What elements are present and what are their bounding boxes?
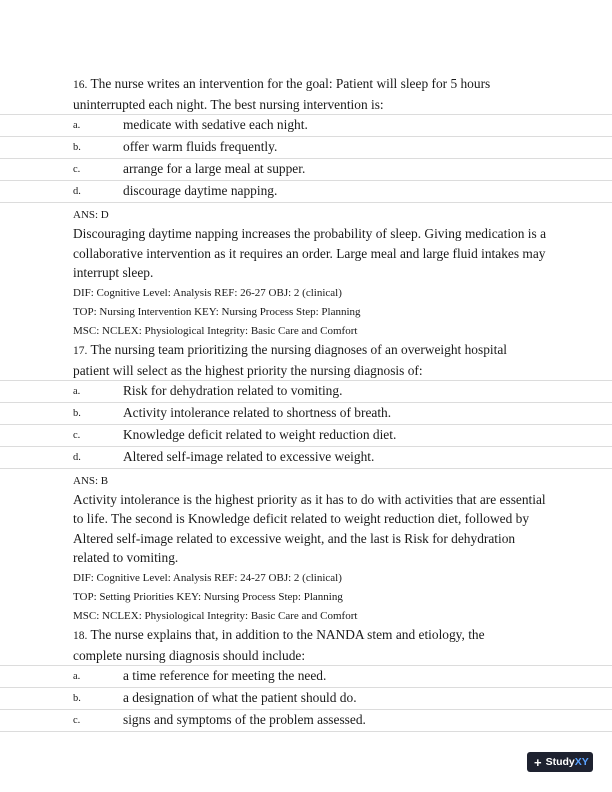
option-letter: a. [73, 385, 81, 397]
plus-icon: + [534, 754, 542, 770]
option-letter: a. [73, 120, 81, 131]
option-row [0, 402, 612, 424]
logo-text-prefix: Study [545, 756, 575, 768]
option-text: Activity intolerance related to shortness of breath. [123, 404, 392, 420]
option-text: offer warm fluids frequently. [123, 139, 278, 154]
difficulty-meta: DIF: Cognitive Level: Analysis REF: 26-27 OBJ: 2 (clinical) [73, 286, 342, 299]
question-number: 16. [73, 79, 88, 91]
difficulty-meta: DIF: Cognitive Level: Analysis REF: 24-27 OBJ: 2 (clinical) [73, 571, 342, 584]
option-letter: c. [73, 429, 81, 441]
stem-line: The nursing team prioritizing the nursing diagnoses of an overweight hospital [90, 341, 507, 357]
logo-text-accent: XY [574, 756, 589, 768]
option-text: a time reference for meeting the need. [123, 667, 327, 683]
option-row [0, 114, 612, 136]
stem-line: The nurse explains that, in addition to the NANDA stem and etiology, the [90, 626, 485, 642]
document-content [73, 74, 612, 732]
stem-line: The nurse writes an intervention for the goal: Patient will sleep for 5 hours [90, 76, 491, 91]
question-17-stem [73, 340, 612, 380]
option-row [0, 380, 612, 402]
option-row [0, 687, 612, 709]
option-row [0, 180, 612, 203]
question-number: 18. [73, 629, 88, 642]
option-row [0, 424, 612, 446]
rationale: Activity intolerance is the highest priority as it has to do with activities that are essential to life. The second is Knowledge deficit related to weight reduction diet, followed by Altered self-image related to excessive weight, and the last is Risk for dehydration related to vomiting. [73, 491, 546, 565]
question-number: 17. [73, 344, 88, 357]
option-text: medicate with sedative each night. [123, 117, 308, 132]
nclex-meta: MSC: NCLEX: Physiological Integrity: Basic Care and Comfort [73, 324, 358, 337]
option-text: Knowledge deficit related to weight reduction diet. [123, 426, 397, 442]
option-text: arrange for a large meal at supper. [123, 161, 306, 176]
option-letter: a. [73, 670, 81, 682]
option-row [0, 158, 612, 180]
option-row [0, 709, 612, 732]
option-row [0, 665, 612, 687]
stem-line: uninterrupted each night. The best nursing intervention is: [73, 97, 384, 112]
stem-line: complete nursing diagnosis should include: [73, 647, 306, 663]
nclex-meta: MSC: NCLEX: Physiological Integrity: Basic Care and Comfort [73, 609, 358, 622]
topic-meta: TOP: Setting Priorities KEY: Nursing Process Step: Planning [73, 590, 343, 603]
rationale: Discouraging daytime napping increases the probability of sleep. Giving medication is a collaborative intervention as it requires an order. Large meal and large fluid intakes may interrupt sleep. [73, 226, 547, 280]
option-row [0, 136, 612, 158]
question-18-stem [73, 625, 612, 665]
option-text: discourage daytime napping. [123, 183, 278, 198]
option-text: Risk for dehydration related to vomiting. [123, 382, 343, 398]
option-letter: d. [73, 451, 81, 463]
option-text: Altered self-image related to excessive weight. [123, 448, 375, 464]
answer-key: ANS: B [73, 474, 109, 487]
option-letter: c. [73, 714, 81, 726]
studyxy-logo[interactable] [527, 752, 593, 772]
option-letter: b. [73, 142, 81, 153]
option-row [0, 446, 612, 469]
option-letter: b. [73, 692, 81, 704]
answer-key: ANS: D [73, 209, 109, 221]
option-letter: c. [73, 164, 81, 175]
question-16-stem [73, 74, 612, 114]
option-letter: d. [73, 186, 81, 197]
topic-meta: TOP: Nursing Intervention KEY: Nursing Process Step: Planning [73, 305, 361, 318]
stem-line: patient will select as the highest priority the nursing diagnosis of: [73, 362, 423, 378]
option-text: a designation of what the patient should do. [123, 689, 357, 705]
option-text: signs and symptoms of the problem assessed. [123, 711, 366, 727]
option-letter: b. [73, 407, 81, 419]
